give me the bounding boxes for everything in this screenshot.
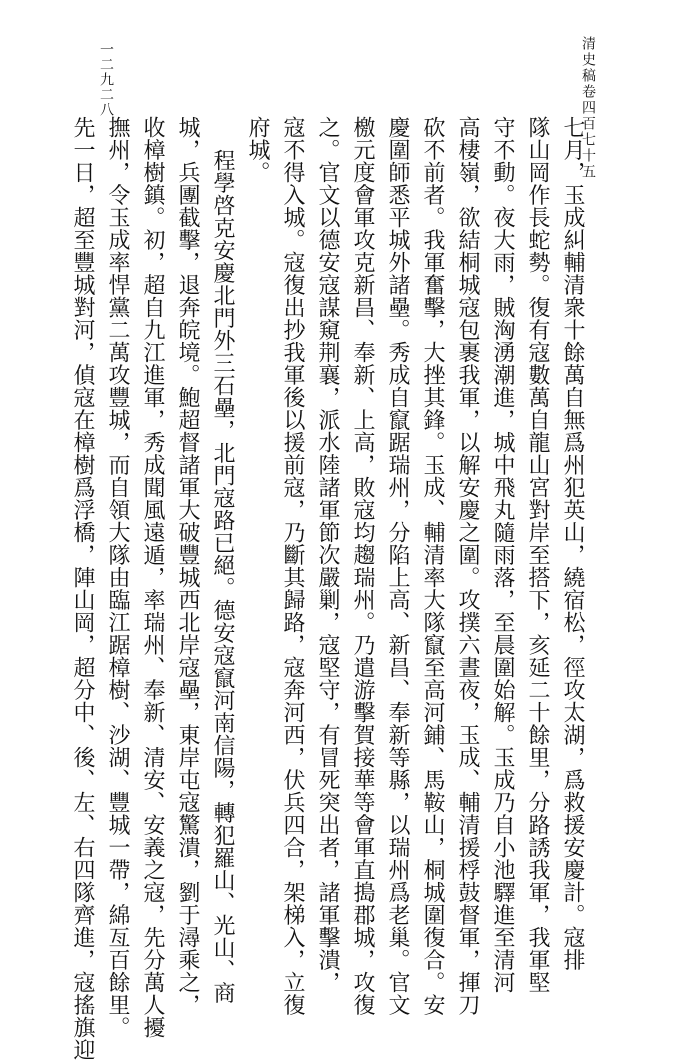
text-column-3: 守不動。夜大雨，賊洶湧潮進，城中飛丸隨雨落，至晨圍始解。玉成乃自小池驛進至清河 (490, 116, 515, 994)
text-column-10: 府城。 (245, 116, 270, 184)
page-number: 一二九二八 (98, 42, 114, 117)
text-column-1: 七月，玉成糾輔清衆十餘萬自無爲州犯英山，繞宿松，徑攻太湖，爲救援安慶計。寇排 (560, 116, 585, 971)
text-column-12: 城，兵團截擊，退奔皖境。鮑超督諸軍大破豐城西北岸寇壘，東岸屯寇驚潰，劉于潯乘之， (175, 116, 200, 1016)
text-column-2: 隊山岡作長蛇勢。復有寇數萬自龍山宮對岸至搭下，亥延二十餘里，分路誘我軍，我軍堅 (525, 116, 550, 994)
text-column-9: 寇不得入城。寇復出抄我軍後以援前寇，乃斷其歸路，寇奔河西，伏兵四合，架梯入，立復 (280, 116, 305, 1016)
running-header: 清史稿卷四百七十五 (580, 36, 596, 180)
text-column-11: 程學啓克安慶北門外三石壘，北門寇路已絕。德安寇竄河南信陽，轉犯羅山、光山、商 (210, 149, 235, 1004)
text-column-14: 撫州，令玉成率悍黨二萬攻豐城，而自領大隊由臨江踞樟樹、沙湖、豐城一帶，綿亙百餘里。 (105, 116, 130, 1039)
text-column-15: 先一日，超至豐城對河，偵寇在樟樹爲浮橋，陣山岡，超分中、後、左、右四隊齊進，寇搖旗迎 (70, 116, 95, 1061)
text-column-5: 砍不前者。我軍奮擊，大挫其鋒。玉成、輔清率大隊竄至高河鋪、馬鞍山，桐城圍復合。安 (420, 116, 445, 1016)
text-column-13: 收樟樹鎮。初，超自九江進軍，秀成聞風遠遁，率瑞州、奉新、清安、安義之寇，先分萬人擾 (140, 116, 165, 1039)
text-column-4: 高棲嶺，欲結桐城寇包裹我軍，以解安慶之圍。攻撲六晝夜，玉成、輔清援桴鼓督軍，揮刀 (455, 116, 480, 1016)
text-column-8: 之。官文以德安寇謀窺荆襄，派水陸諸軍節次嚴剿，寇堅守，有冒死突出者，諸軍擊潰， (315, 116, 340, 994)
text-column-7: 檄元度會軍攻克新昌、奉新、上高，敗寇均趨瑞州。乃遣游擊賀接華等會軍直搗郡城，攻復 (350, 116, 375, 1016)
text-column-6: 慶圍師悉平城外諸壘。秀成自竄踞瑞州，分陷上高、新昌、奉新等縣，以瑞州爲老巢。官文 (385, 116, 410, 1016)
